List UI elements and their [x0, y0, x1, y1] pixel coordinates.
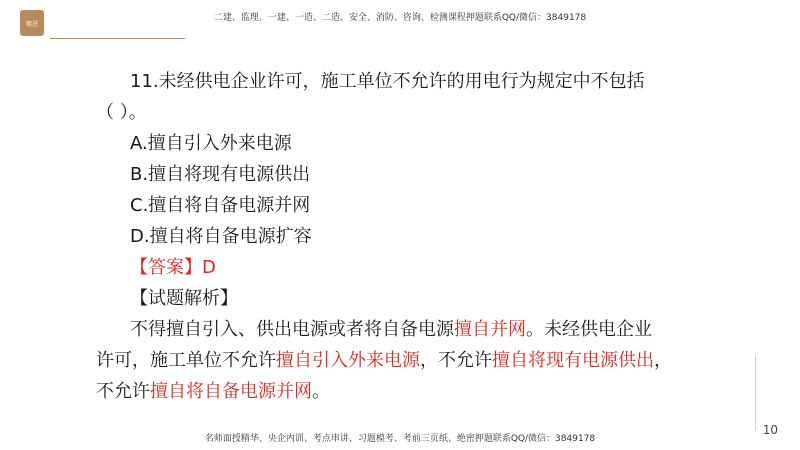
option-b: B.擅自将现有电源供出 — [130, 164, 311, 185]
analysis-highlight: 擅自并网 — [454, 319, 526, 340]
question-stem-line-1: 11.未经供电企业许可，施工单位不允许的用电行为规定中不包括 — [130, 71, 645, 92]
option-c: C.擅自将自备电源并网 — [130, 195, 311, 216]
analysis-text: 不允许 — [96, 381, 150, 402]
answer-label: 【答案】D — [130, 257, 216, 278]
header-divider — [50, 38, 185, 39]
analysis-text: ， — [654, 350, 672, 371]
footer-divider — [755, 355, 756, 430]
analysis-text: 不得擅自引入、供出电源或者将自备电源 — [130, 319, 454, 340]
analysis-highlight: 擅自将自备电源并网 — [150, 381, 312, 402]
analysis-text: 。 — [312, 381, 330, 402]
slide-content — [96, 66, 686, 407]
footer-banner: 名师面授精华、央企内训、考点串讲、习题模考、考前三页纸、绝密押题联系QQ/微信：3849178 — [204, 434, 596, 444]
header-banner: 二建、监理、一建、一造、二造、安全、消防、咨询、检测课程押题联系QQ/微信：3849178 — [213, 13, 587, 23]
analysis-text: 许可，施工单位不允许 — [96, 350, 276, 371]
option-a: A.擅自引入外来电源 — [130, 133, 292, 154]
question-stem-line-2: （ ）。 — [96, 102, 147, 123]
analysis-heading: 【试题解析】 — [130, 288, 238, 309]
brand-logo: 精进 — [20, 10, 44, 36]
analysis-text: 。未经供电企业 — [526, 319, 652, 340]
option-d: D.擅自将自备电源扩容 — [130, 226, 312, 247]
analysis-highlight: 擅自将现有电源供出 — [492, 350, 654, 371]
analysis-paragraph-line-2 — [96, 345, 686, 376]
page-number: 10 — [762, 423, 778, 437]
analysis-paragraph-line-3 — [96, 376, 686, 407]
analysis-paragraph-line-1 — [96, 314, 686, 345]
analysis-highlight: 擅自引入外来电源 — [276, 350, 420, 371]
analysis-text: ，不允许 — [420, 350, 492, 371]
